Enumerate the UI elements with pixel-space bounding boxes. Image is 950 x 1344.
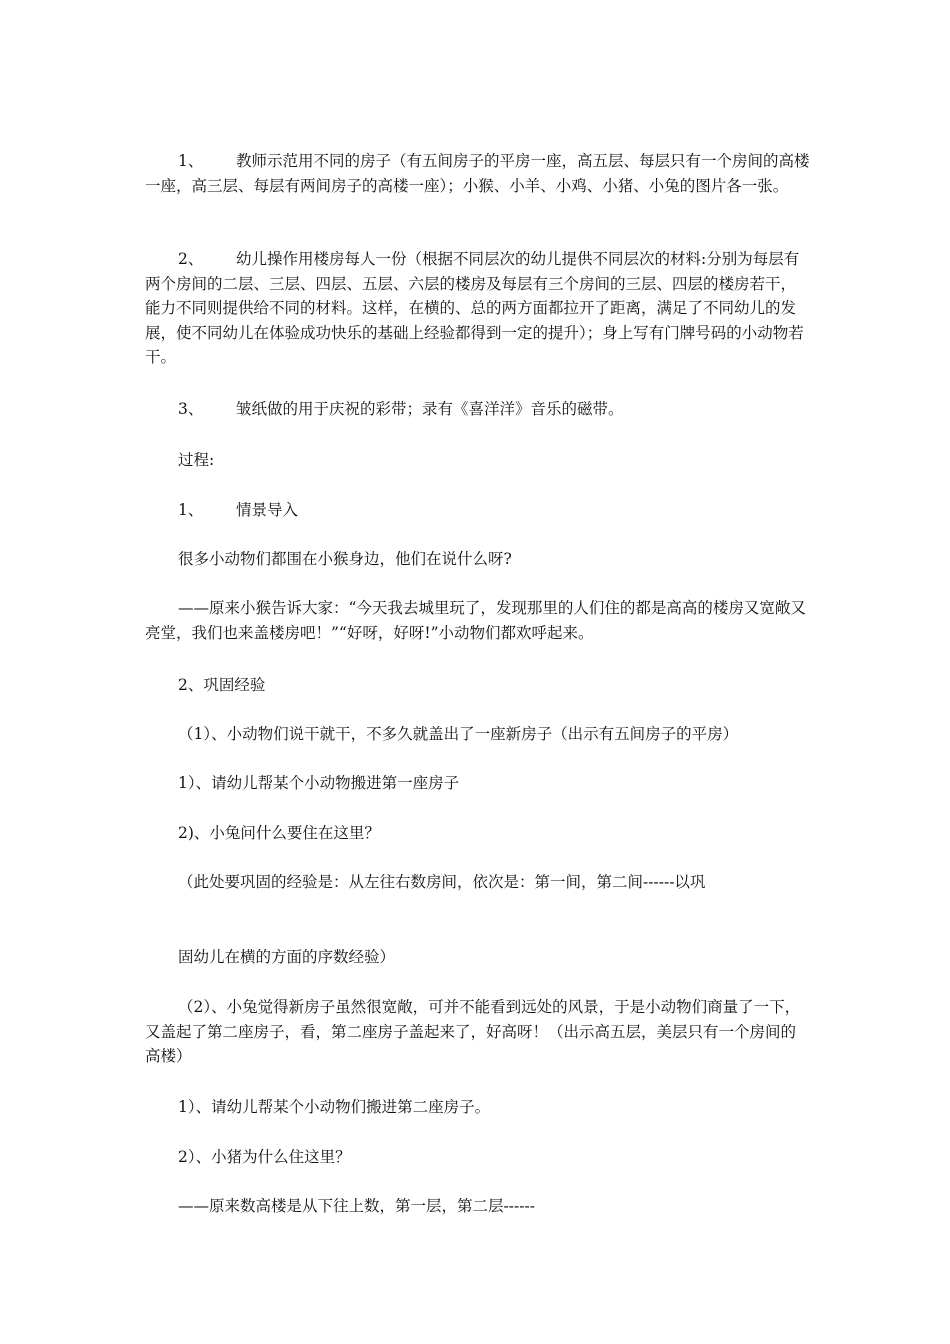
step-heading-2: 2、巩固经验 <box>178 676 266 694</box>
paragraph-sub-2: （2）、小兔觉得新房子虽然很宽敞，可并不能看到远处的风景，于是小动物们商量了一下，又盖起了第二座房子，看，第二座房子盖起来了，好高呀！（出示高五层，美层只有一个房间的高楼） <box>145 998 801 1065</box>
paragraph-text: 情景导入 <box>236 501 299 519</box>
paragraph-sub-1: （1）、小动物们说干就干，不多久就盖出了一座新房子（出示有五间房子的平房） <box>178 725 739 743</box>
paragraph-sub-2-1: 1）、请幼儿帮某个小动物们搬进第二座房子。 <box>178 1098 491 1116</box>
list-number: 2、 <box>178 250 204 268</box>
paragraph-dialogue: ——原来小猴告诉大家：“今天我去城里玩了，发现那里的人们住的都是高高的楼房又宽敞又亮堂，我们也来盖楼房吧！”“好呀，好呀!”小动物们都欢呼起来。 <box>145 599 806 642</box>
paragraph-explanation: ——原来数高楼是从下往上数，第一层，第二层------ <box>178 1197 535 1215</box>
step-heading-1 <box>145 498 810 523</box>
paragraph-text-1: 很多小动物们都围在小猴身边，他们在说什么呀? <box>178 550 512 568</box>
paragraph-materials-1 <box>145 149 810 198</box>
paragraph-materials-3 <box>145 397 810 422</box>
paragraph-sub-2-2: 2）、小猪为什么住这里？ <box>178 1148 351 1166</box>
paragraph-note: （此处要巩固的经验是：从左往右数房间，依次是：第一间，第二间------以巩 <box>178 873 706 891</box>
paragraph-text: 皱纸做的用于庆祝的彩带；录有《喜洋洋》音乐的磁带。 <box>236 400 624 418</box>
paragraph-note-continued: 固幼儿在横的方面的序数经验） <box>178 948 396 966</box>
section-heading-process: 过程: <box>178 451 215 469</box>
paragraph-materials-2 <box>145 247 810 370</box>
list-number: 1、 <box>178 152 204 170</box>
paragraph-text: 教师示范用不同的房子（有五间房子的平房一座，高五层、每层只有一个房间的高楼一座，高三层、每层有两间房子的高楼一座）；小猴、小羊、小鸡、小猪、小兔的图片各一张。 <box>145 152 810 195</box>
list-number: 1、 <box>178 501 204 519</box>
paragraph-sub-1-2: 2)、小兔问什么要住在这里？ <box>178 824 380 842</box>
paragraph-text: 幼儿操作用楼房每人一份（根据不同层次的幼儿提供不同层次的材料:分别为每层有两个房间的二层、三层、四层、五层、六层的楼房及每层有三个房间的三层、四层的楼房若干，能力不同则提供给不同的材料。这样，在横的、总的两方面都拉开了距离，满足了不同幼儿的发展，使不同幼儿在体验成功快乐的基础上经验都得到一定的提升）；身上写有门牌号码的小动物若干。 <box>145 250 804 366</box>
list-number: 3、 <box>178 400 204 418</box>
paragraph-sub-1-1: 1）、请幼儿帮某个小动物搬进第一座房子 <box>178 774 460 792</box>
